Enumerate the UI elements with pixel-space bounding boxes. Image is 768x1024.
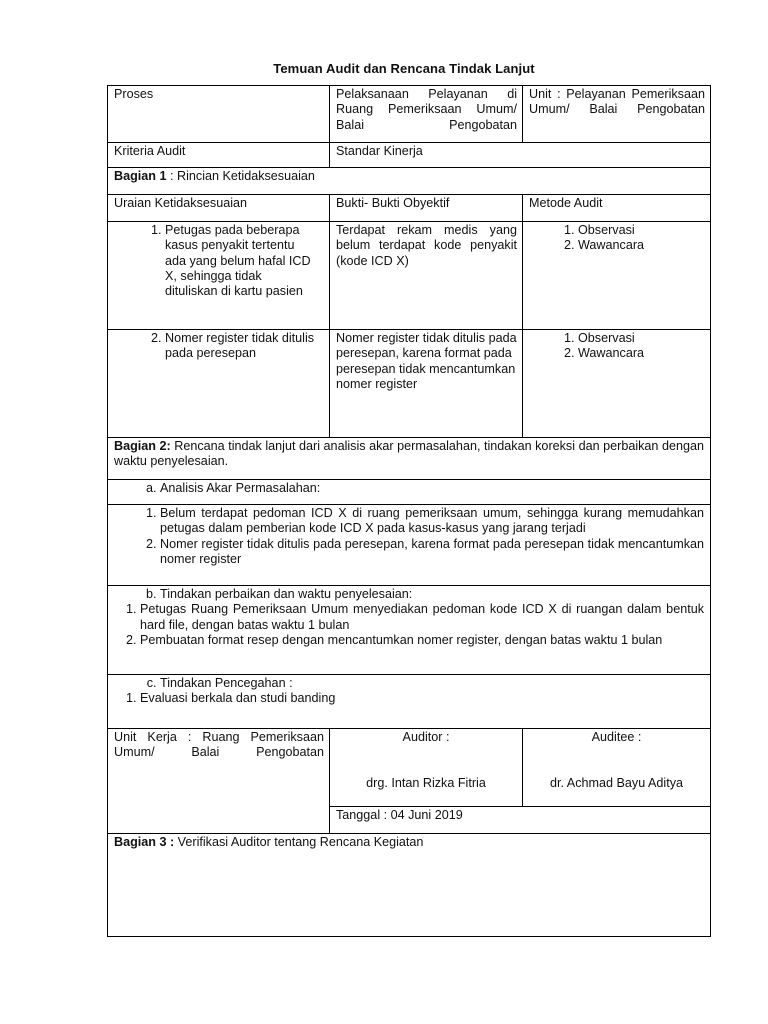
finding-row [108,222,711,330]
bagian1-row [108,168,711,195]
perbaikan-row [108,586,711,675]
finding-uraian: 2. Nomer register tidak ditulis pada peresepan [165,331,315,362]
analisis-label-row [108,480,711,505]
signature-row [108,729,711,807]
proses-unit: Unit : Pelayanan Pemeriksaan Umum/ Balai Pengobatan [523,86,711,143]
finding-uraian-list [114,331,315,362]
finding-row [108,330,711,438]
finding-bukti: Nomer register tidak ditulis pada peresepan, karena format pada peresepan tidak mencantumkan nomer register [330,330,523,438]
finding-uraian-list [114,223,315,299]
proses-value: Pelaksanaan Pelayanan di Ruang Pemeriksaan Umum/ Balai Pengobatan [330,86,523,143]
perbaikan-list [114,602,704,648]
auditee-label: Auditee : [591,730,642,744]
bagian1-header-row [108,195,711,222]
auditor-block [330,729,523,807]
bagian1-heading [108,168,711,195]
bagian3-text: Verifikasi Auditor tentang Rencana Kegiatan [174,835,424,849]
perbaikan-label: b. Tindakan perbaikan dan waktu penyelesaian: [160,587,704,602]
analisis-list [114,506,704,567]
bagian2-row [108,438,711,480]
auditor-label: Auditor : [402,730,450,744]
finding-uraian: 1. Petugas pada beberapa kasus penyakit tertentu ada yang belum hafal ICD X, sehingga tidak dituliskan di kartu pasien [165,223,315,299]
pencegahan-item: 1. Evaluasi berkala dan studi banding [140,691,704,706]
auditee-name: dr. Achmad Bayu Aditya [549,776,683,791]
proses-row [108,86,711,143]
header-uraian: Uraian Ketidaksesuaian [108,195,330,222]
bagian2-text: Rencana tindak lanjut dari analisis akar permasalahan, tindakan koreksi dan perbaikan dengan waktu penyelesaian. [114,439,704,469]
auditee-block [523,729,711,807]
finding-bukti: Terdapat rekam medis yang belum terdapat kode penyakit (kode ICD X) [330,222,523,330]
bagian1-label: Bagian 1 [114,169,167,183]
proses-label: Proses [108,86,330,143]
metode-item: 2. Wawancara [578,238,704,253]
analisis-items-row [108,505,711,586]
analisis-item: 1. Belum terdapat pedoman ICD X di ruang pemeriksaan umum, sehingga kurang memudahkan petugas dalam pemberian kode ICD X pada kasus-kasus yang jarang terjadi [160,506,704,537]
pencegahan-row [108,675,711,729]
header-metode: Metode Audit [523,195,711,222]
analisis-item: 2. Nomer register tidak ditulis pada peresepan, karena format pada peresepan tidak mencantumkan nomer register [160,537,704,568]
header-bukti: Bukti- Bukti Obyektif [330,195,523,222]
finding-metode-list [529,331,704,362]
bagian2-heading [108,438,711,480]
bagian3-heading [108,834,711,937]
bagian3-label: Bagian 3 : [114,835,175,849]
auditor-name: drg. Intan Rizka Fitria [366,776,486,791]
metode-item: 1. Observasi [578,223,704,238]
bagian1-text: : Rincian Ketidaksesuaian [166,169,315,183]
bagian3-row [108,834,711,937]
audit-form-table [107,85,711,937]
bagian2-label: Bagian 2: [114,439,171,453]
metode-item: 2. Wawancara [578,346,704,361]
analisis-label: a. Analisis Akar Permasalahan: [160,481,704,496]
perbaikan-item: 2. Pembuatan format resep dengan mencantumkan nomer register, dengan batas waktu 1 bulan [140,633,704,648]
unit-kerja: Unit Kerja : Ruang Pemeriksaan Umum/ Balai Pengobatan [108,729,330,834]
perbaikan-item: 1. Petugas Ruang Pemeriksaan Umum menyediakan pedoman kode ICD X di ruangan dalam bentuk hard file, dengan batas waktu 1 bulan [140,602,704,633]
pencegahan-label: c. Tindakan Pencegahan : [160,676,704,691]
kriteria-value: Standar Kinerja [330,143,711,168]
analisis-label-list [114,481,704,496]
tanggal: Tanggal : 04 Juni 2019 [330,807,711,834]
perbaikan-label-list [114,587,704,602]
finding-metode-list [529,223,704,254]
kriteria-label: Kriteria Audit [108,143,330,168]
pencegahan-list [114,691,704,706]
metode-item: 1. Observasi [578,331,704,346]
kriteria-row [108,143,711,168]
pencegahan-label-list [114,676,704,691]
document-title: Temuan Audit dan Rencana Tindak Lanjut [273,61,535,76]
